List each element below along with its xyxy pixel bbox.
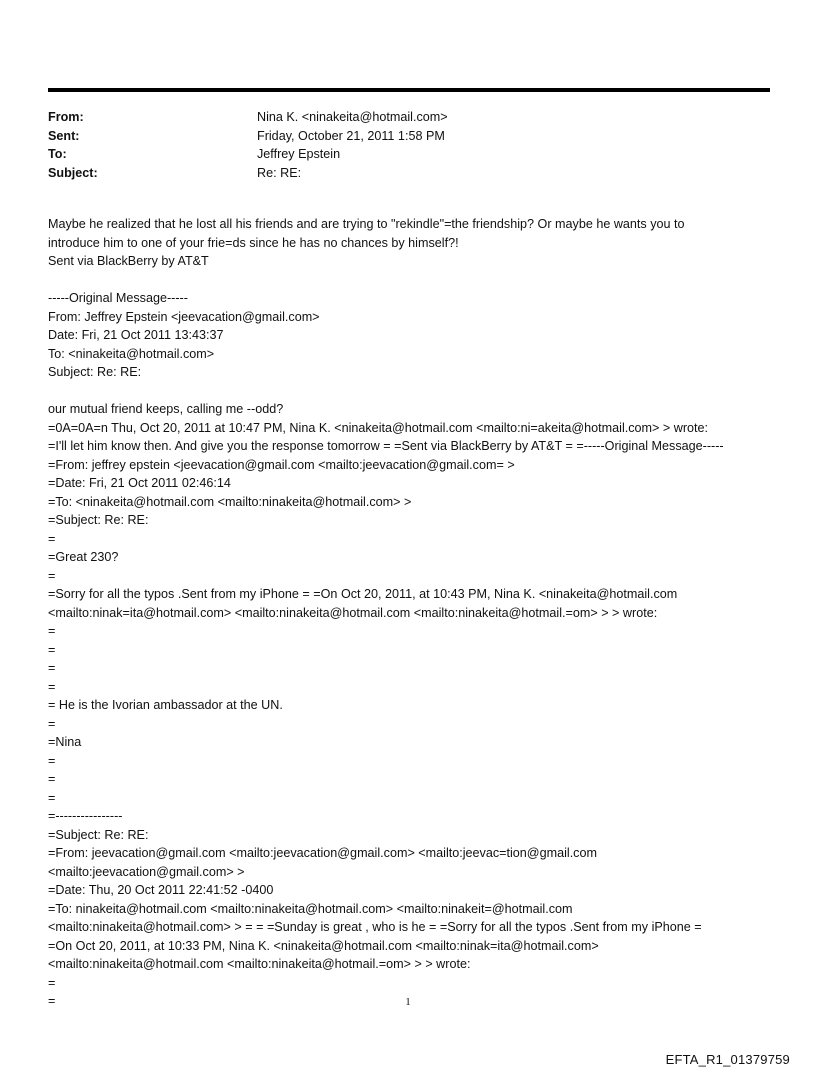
subject-value: Re: RE: [257,166,302,181]
original-message-line: To: <ninakeita@hotmail.com> [48,346,215,361]
thread-line: =Sorry for all the typos .Sent from my iPhone = =On Oct 20, 2011, at 10:43 PM, Nina K. <ninakeita@hotmail.com [48,587,678,601]
thread-line: <mailto:ninakeita@hotmail.com <mailto:ninakeita@hotmail.=om> > > wrote: [48,957,471,971]
thread-line: =Date: Thu, 20 Oct 2011 22:41:52 -0400 [48,883,274,897]
body-line: introduce him to one of your frie=ds since he has no chances by himself?! [48,235,459,250]
subject-label: Subject: [48,166,98,181]
thread-line: =Great 230? [48,550,119,564]
thread-line: = He is the Ivorian ambassador at the UN. [48,698,283,712]
thread-line: =Subject: Re: RE: [48,827,149,842]
body-line: Sent via BlackBerry by AT&T [48,254,209,268]
page-number: 1 [405,996,411,1008]
sent-value: Friday, October 21, 2011 1:58 PM [257,128,445,143]
to-value: Jeffrey Epstein [257,147,341,162]
thread-line: = [48,716,56,731]
thread-line: =Subject: Re: RE: [48,513,149,527]
to-row [48,145,770,164]
sent-label: Sent: [48,128,80,143]
header-rule [48,88,770,92]
thread-line: =Date: Fri, 21 Oct 2011 02:46:14 [48,476,231,490]
thread-line: = [48,642,56,657]
thread-line: = [48,531,56,546]
thread-line: =---------------- [48,809,123,823]
thread-line: = [48,568,56,583]
thread-line: our mutual friend keeps, calling me --odd? [48,402,284,416]
document-id: EFTA_R1_01379759 [665,1052,790,1067]
thread-line: <mailto:ninakeita@hotmail.com> > = = =Sunday is great , who is he = =Sorry for all the typos .Sent from my iPhone = [48,920,702,934]
thread-line: = [48,772,56,786]
original-message-line: Subject: Re: RE: [48,365,142,379]
email-header [48,108,770,183]
thread-line: =From: jeffrey epstein <jeevacation@gmail.com <mailto:jeevacation@gmail.com= > [48,457,515,472]
thread-line: =From: jeevacation@gmail.com <mailto:jeevacation@gmail.com> <mailto:jeevac=tion@gmail.com [48,846,597,860]
original-message-line: -----Original Message----- [48,291,188,305]
from-row [48,108,770,127]
thread-line: <mailto:ninak=ita@hotmail.com> <mailto:ninakeita@hotmail.com <mailto:ninakeita@hotmail.=om> > > wrote: [48,605,658,620]
thread-line: = [48,975,56,990]
sent-row [48,127,770,146]
subject-row [48,164,770,183]
body-line: Maybe he realized that he lost all his friends and are trying to "rekindle"=the friendship? Or maybe he wants you to [48,217,685,231]
thread-line: = [48,753,56,768]
thread-line: = [48,679,56,694]
thread-line: =To: ninakeita@hotmail.com <mailto:ninakeita@hotmail.com> <mailto:ninakeit=@hotmail.com [48,901,573,916]
from-value: Nina K. <ninakeita@hotmail.com> [257,110,448,124]
original-message-line: From: Jeffrey Epstein <jeevacation@gmail.com> [48,309,320,324]
thread-line: =0A=0A=n Thu, Oct 20, 2011 at 10:47 PM, Nina K. <ninakeita@hotmail.com <mailto:ni=akeita@hotmail.com> > wrote: [48,420,709,435]
thread-line: = [48,624,56,638]
thread-line: =On Oct 20, 2011, at 10:33 PM, Nina K. <ninakeita@hotmail.com <mailto:ninak=ita@hotmail.com> [48,938,599,953]
email-body [48,215,778,1011]
thread-line: =To: <ninakeita@hotmail.com <mailto:ninakeita@hotmail.com> > [48,494,412,509]
from-label: From: [48,110,84,124]
to-label: To: [48,147,67,162]
original-message-line: Date: Fri, 21 Oct 2011 13:43:37 [48,328,224,342]
thread-line: = [48,994,56,1008]
thread-line: <mailto:jeevacation@gmail.com> > [48,864,245,879]
thread-line: = [48,661,56,675]
blank-line [48,271,778,290]
thread-line: =I'll let him know then. And give you the response tomorrow = =Sent via BlackBerry by AT&T = =-----Original Message----- [48,439,724,453]
blank-line [48,382,778,401]
thread-line: = [48,790,56,805]
thread-line: =Nina [48,735,82,749]
